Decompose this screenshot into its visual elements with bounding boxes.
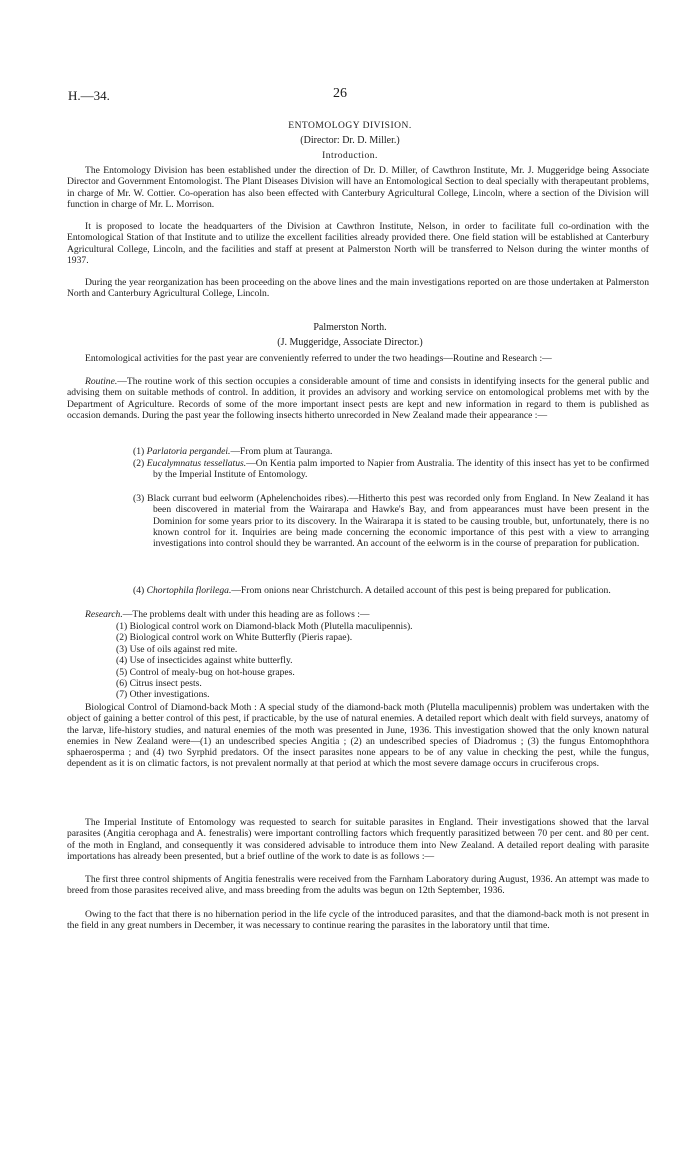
intro-paragraph-3: During the year reorganization has been proceeding on the above lines and the main investigations reported on are those undertaken at Palmerston North and Canterbury Agricultural College, Lincoln. (67, 277, 649, 300)
diamond-back-paragraph-4: Owing to the fact that there is no hibernation period in the life cycle of the introduced parasites, and that the diamond-back moth is not present in the field in any great numbers in December, it was necessary to continue rearing the parasites in the laboratory until that time. (67, 909, 649, 932)
research-item: (5) Control of mealy-bug on hot-house grapes. (116, 666, 295, 678)
page-number: 26 (333, 86, 347, 101)
intro-paragraph-1: The Entomology Division has been established under the direction of Dr. D. Miller, of Cawthron Institute, Mr. J. Muggeridge being Associate Director and Government Entomologist. The Plant Diseases Division will have an Entomological Section to deal specially with therapeutant problems, in charge of Mr. W. Cottier. Co-operation has also been effected with Canterbury Agricultural College, Lincoln, where a section of the Division will function in charge of Mr. L. Morrison. (67, 165, 649, 210)
research-item: (1) Biological control work on Diamond-black Moth (Plutella maculipennis). (116, 621, 413, 632)
diamond-back-paragraph-1: Biological Control of Diamond-back Moth : A special study of the diamond-back moth (Plutella maculipennis) problem was undertaken with the object of gaining a better control of this pest, if practicable, by the use of natural enemies. A detailed report which dealt with field surveys, anatomy of the larvæ, life-history studies, and natural enemies of the moth was presented in June, 1936. This investigation showed that the only known natural enemies in New Zealand were—(1) an undescribed species Angitia ; (2) an undescribed species of Diadromus ; (3) the fungus Entomophthora sphaerosperma ; and (4) two Syrphid predators. Of the insect parasites none appears to be of any value in checking the pest, while the fungus, dependent as it is on climatic factors, is not prevalent normally at that period at which the most severe damage occurs in cruciferous crops. (67, 702, 649, 770)
diamond-back-paragraph-3: The first three control shipments of Angitia fenestralis were received from the Farnham Laboratory during August, 1936. An attempt was made to breed from those parasites received alive, and mass breeding from the adults was begun on 12th September, 1936. (67, 874, 649, 897)
document-reference: H.—34. (68, 88, 110, 103)
research-item: (2) Biological control work on White Butterfly (Pieris rapae). (116, 632, 353, 644)
research-item: (6) Citrus insect pests. (116, 678, 202, 690)
routine-paragraph (67, 376, 649, 421)
routine-text: —The routine work of this section occupies a considerable amount of time and consists in identifying insects for the general public and advising them on suitable methods of control. In addition, it provides an advisory and working service on entomological problems met with by the Department of Agriculture. Records of some of the more important insect pests are kept and new information in regard to them is published as occasion demands. During the past year the following insects hitherto unrecorded in New Zealand made their appearance :— (67, 376, 649, 421)
routine-item-1: (1) Parlatoria pergandei.—From plum at Tauranga. (133, 446, 333, 457)
research-paragraph (67, 609, 649, 620)
routine-item-2: (2) Eucalymnatus tessellatus.—On Kentia palm imported to Napier from Australia. The identity of this insect has yet to be confirmed by the Imperial Institute of Entomology. (133, 458, 650, 481)
palmerston-intro: Entomological activities for the past year are conveniently referred to under the two headings—Routine and Research :— (85, 353, 552, 364)
intro-paragraph-2: It is proposed to locate the headquarters of the Division at Cawthron Institute, Nelson, in order to facilitate full co-ordination with the Entomological Station of that Institute and to utilize the excellent facilities already provided there. One field station will be established at Canterbury Agricultural College, Lincoln, and the facilities and staff at present at Palmerston North will be transferred to Nelson during the winter months of 1937. (67, 221, 649, 266)
routine-item-3: (3) Black currant bud eelworm (Aphelenchoides ribes).—Hitherto this pest was recorded only from England. In New Zealand it has been discovered in material from the Wairarapa and Hawke's Bay, and from appearances must have been present in the Dominion for some years prior to its discovery. In the Wairarapa it is stated to be causing trouble, but, unfortunately, there is no known control for it. Inquiries are being made concerning the economic importance of this pest with a view to arranging investigations into control should they be warranted. An account of the eelworm is in the course of preparation for publication. (133, 493, 649, 550)
research-item: (3) Use of oils against red mite. (116, 643, 238, 655)
research-label: Research. (85, 609, 123, 620)
research-item: (4) Use of insecticides against white butterfly. (116, 655, 293, 667)
routine-item-4: (4) Chortophila florilega.—From onions near Christchurch. A detailed account of this pest is being prepared for publication. (133, 585, 611, 596)
research-item: (7) Other investigations. (116, 689, 210, 701)
associate-director-line: (J. Muggeridge, Associate Director.) (277, 337, 423, 348)
research-text: —The problems dealt with under this heading are as follows :— (122, 609, 370, 620)
intro-heading: Introduction. (322, 151, 378, 161)
routine-label: Routine. (85, 376, 118, 387)
diamond-back-paragraph-2: The Imperial Institute of Entomology was requested to search for suitable parasites in England. Their investigations showed that the larval parasites (Angitia cerophaga and A. fenestralis) were important controlling factors which frequently parasitized between 70 per cent. and 80 per cent. of the moth in England, and consequently it was considered advisable to introduce them into New Zealand. A detailed report dealing with parasite importations has already been presented, but a brief outline of the work to date is as follows :— (67, 817, 649, 862)
research-list (116, 621, 636, 701)
section-title: ENTOMOLOGY DIVISION. (288, 121, 412, 131)
palmerston-heading: Palmerston North. (313, 322, 387, 333)
director-line: (Director: Dr. D. Miller.) (300, 135, 400, 146)
